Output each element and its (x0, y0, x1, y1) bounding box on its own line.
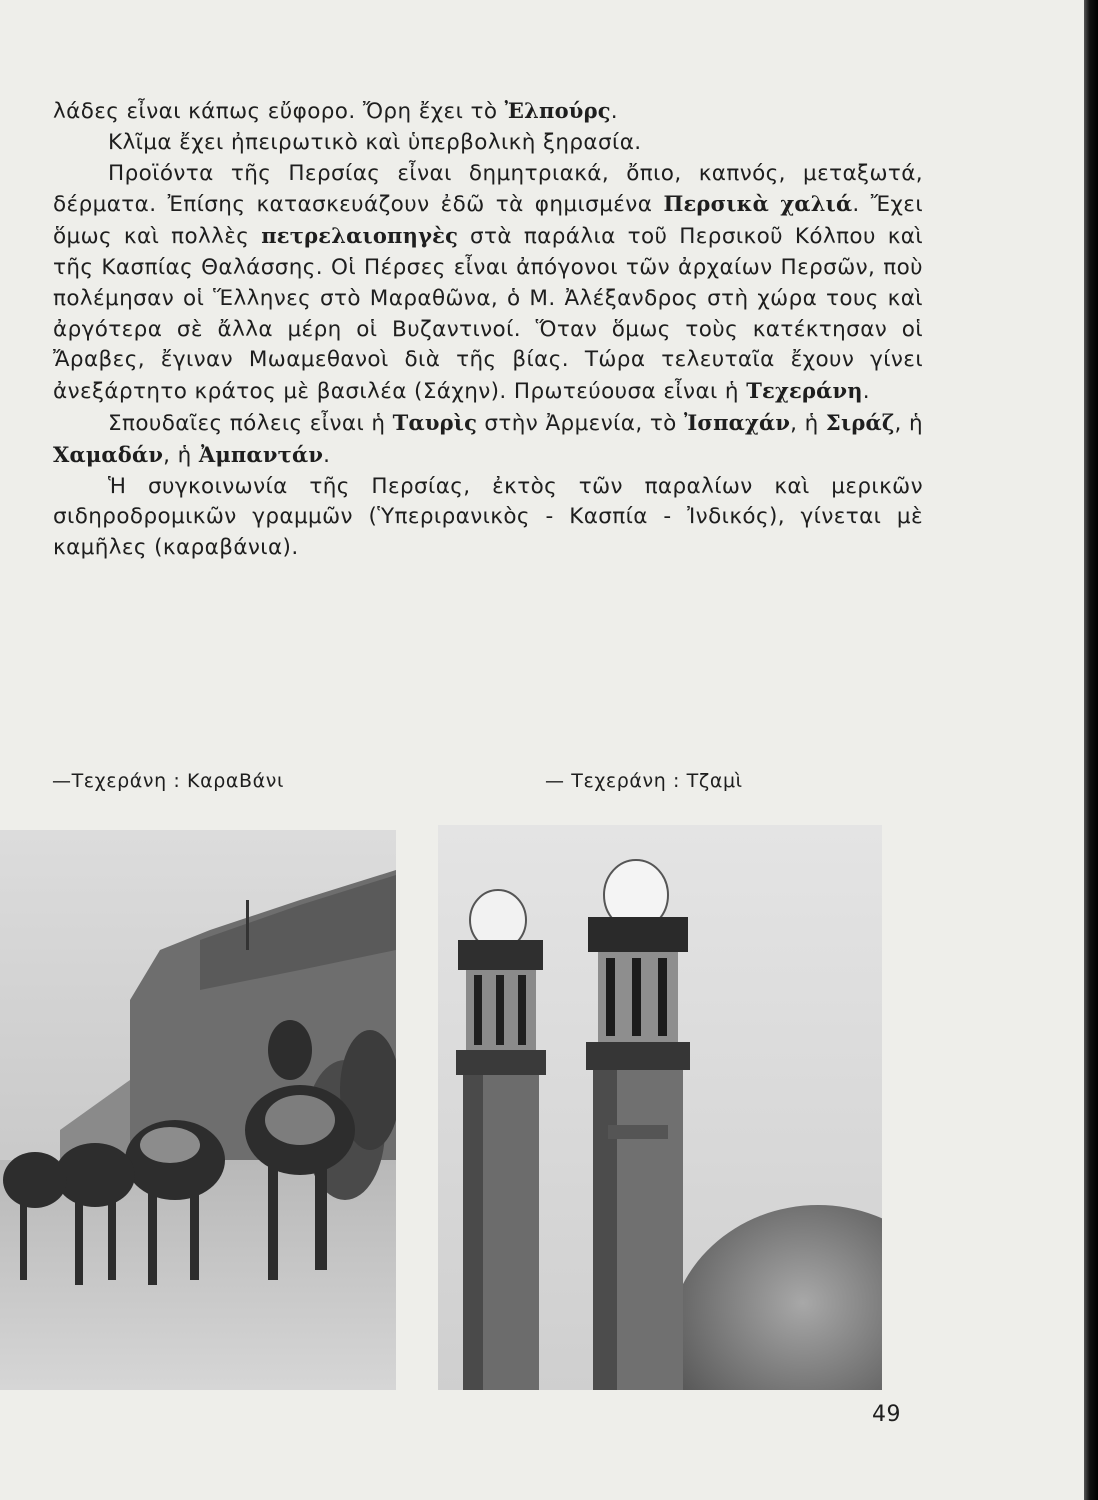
caption-caravan: —Τεχεράνη : ΚαραΒάνι (52, 770, 285, 792)
text-run: Ἡ συγκοινωνία τῆς Περσίας, ἐκτὸς τῶν παραλίων καὶ μερικῶν σιδηροδρομικῶν γραμμῶν (Ὑπεριρανικὸς - Κασπία - Ἰνδικός), γίνεται μὲ καμῆλες (καραβάνια). (53, 473, 923, 561)
text-run: , ἡ (894, 410, 924, 436)
bold-term: Ἀμπαντάν (198, 441, 324, 467)
page-edge-shadow (1084, 0, 1098, 1500)
bold-term: Ταυρὶς (392, 409, 478, 435)
bold-term: Τεχεράνη (746, 378, 863, 404)
mosque-illustration (438, 825, 882, 1390)
photo-mosque-minarets (438, 825, 882, 1390)
text-run: στὴν Ἀρμενία, τὸ (477, 410, 684, 436)
bold-term: πετρελαιοπηγὲς (261, 223, 459, 249)
bold-term: Ἰσπαχάν (684, 409, 791, 435)
bold-term: Ἐλπούρς (504, 98, 611, 123)
paragraph-1 (53, 96, 923, 128)
paragraph-4 (53, 408, 923, 472)
caravan-illustration (0, 830, 396, 1390)
text-run: , ἡ (790, 410, 826, 436)
body-text (53, 96, 923, 564)
paragraph-5 (53, 472, 923, 564)
bold-term: Σιράζ (825, 409, 895, 435)
paragraph-3 (53, 159, 923, 408)
text-run: λάδες εἶναι κάπως εὔφορο. Ὄρη ἔχει τὸ (53, 99, 505, 124)
text-run: στὰ παράλια τοῦ Περσικοῦ Κόλπου καὶ τῆς Κασπίας Θαλάσσης. Οἱ Πέρσες εἶναι ἀπόγονοι τῶν ἀρχαίων Περσῶν, ποὺ πολέμησαν οἱ Ἕλληνες στὸ Μαραθῶνα, ὁ Μ. Ἀλέξανδρος στὴ χώρα τους καὶ ἀργότερα σὲ ἄλλα μέρη οἱ Βυζαντινοί. Ὅταν ὅμως τοὺς κατέκτησαν οἱ Ἄραβες, ἔγιναν Μωαμεθανοὶ διὰ τῆς βίας. Τώρα τελευταῖα ἔχουν γίνει ἀνεξάρτητο κράτος μὲ βασιλέα (Σάχην). Πρωτεύουσα εἶναι ἡ (53, 224, 924, 405)
text-run: Κλῖμα ἔχει ἠπειρωτικὸ καὶ ὑπερβολικὴ ξηρασία. (108, 129, 642, 155)
paragraph-2 (53, 128, 923, 159)
text-run: Προϊόντα τῆς Περσίας εἶναι δημητριακά, ὄπιο, καπνός, μεταξωτά, δέρματα. Ἐπίσης κατασκευάζουν ἐδῶ τὰ φημισμένα (53, 160, 923, 218)
text-run: . Ἔχει ὅμως καὶ πολλὲς (53, 192, 924, 250)
text-run: . (323, 442, 331, 468)
text-run: Σπουδαῖες πόλεις εἶναι ἡ (108, 410, 393, 436)
page-number: 49 (872, 1402, 901, 1427)
bold-term: Χαμαδάν (53, 441, 164, 467)
caption-mosque: — Τεχεράνη : Τζαμὶ (545, 770, 743, 792)
text-run: , ἡ (163, 442, 199, 468)
photo-caravan-camels (0, 830, 396, 1390)
bold-term: Περσικὰ χαλιά (663, 191, 853, 217)
text-run: . (862, 379, 870, 405)
text-run: . (610, 99, 618, 124)
